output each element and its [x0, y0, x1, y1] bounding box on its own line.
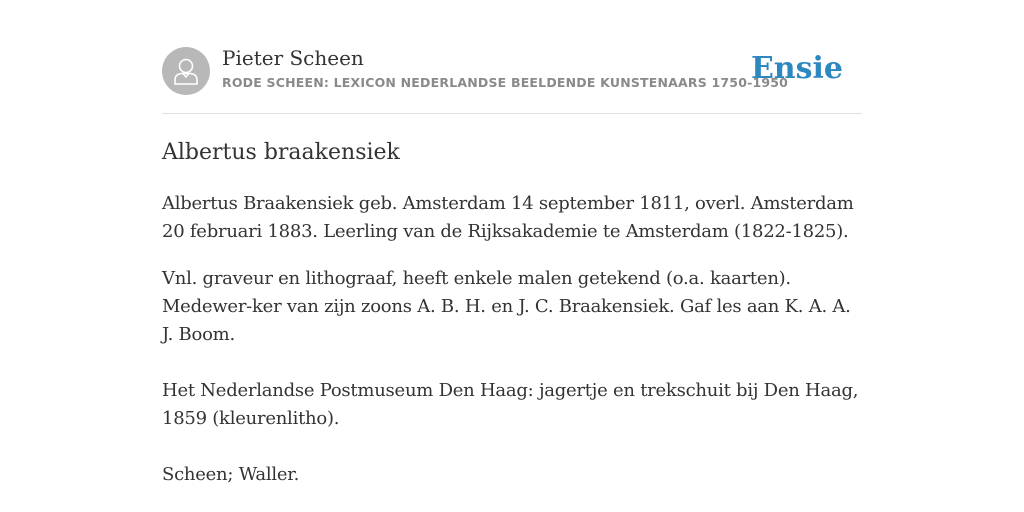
article-paragraph: Het Nederlandse Postmuseum Den Haag: jagertje en trekschuit bij Den Haag, 1859 (kleurenlitho). [162, 380, 859, 429]
user-icon [172, 56, 200, 86]
article-header [162, 46, 862, 114]
author-name[interactable]: Pieter Scheen [222, 46, 364, 70]
author-avatar[interactable] [162, 47, 210, 95]
article-paragraph: Scheen; Waller. [162, 464, 300, 485]
source-title[interactable]: RODE SCHEEN: LEXICON NEDERLANDSE BEELDENDE KUNSTENAARS 1750-1950 [222, 75, 789, 90]
article-content [162, 138, 862, 489]
article-paragraph: Vnl. graveur en lithograaf, heeft enkele malen getekend (o.a. kaarten). Medewer-ker van zijn zoons A. B. H. en J. C. Braakensiek. Gaf les aan K. A. A. J. Boom. [162, 268, 851, 345]
brand-logo[interactable]: Ensie [750, 51, 843, 86]
article-title: Albertus braakensiek [162, 140, 400, 165]
article-paragraph: Albertus Braakensiek geb. Amsterdam 14 september 1811, overl. Amsterdam 20 februari 1883. Leerling van de Rijksakademie te Amsterdam (1822-1825). [162, 193, 854, 242]
